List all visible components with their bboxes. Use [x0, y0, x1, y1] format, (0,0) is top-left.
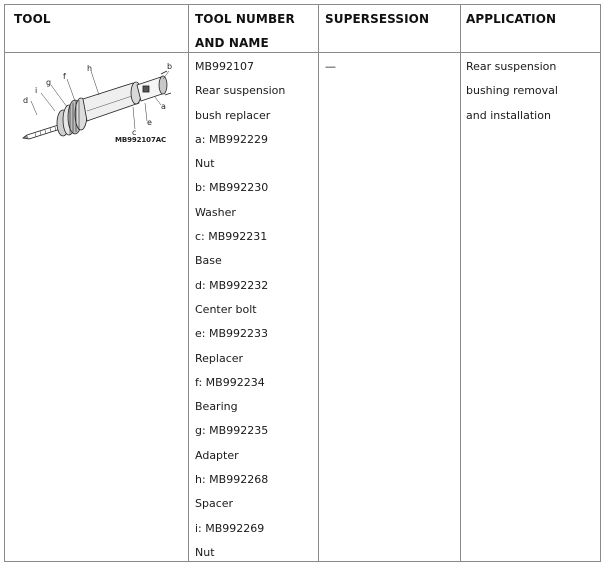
header-supersession: SUPERSESSION [325, 12, 430, 26]
header-application: APPLICATION [466, 12, 557, 26]
callout-h: h [87, 64, 93, 73]
application-line: bushing removal [466, 84, 558, 98]
name-line: Rear suspension [195, 84, 286, 98]
name-line: MB992107 [195, 60, 255, 73]
header-tool-number-line2: AND NAME [195, 36, 269, 50]
name-line: Nut [195, 545, 215, 559]
supersession-value: — [325, 60, 336, 73]
name-line: c: MB992231 [195, 230, 268, 244]
tool-number-and-name [195, 55, 315, 565]
header-tool-number-line1: TOOL NUMBER [195, 12, 295, 26]
name-line: d: MB992232 [195, 278, 269, 292]
header-tool: TOOL [14, 12, 51, 26]
name-line: Base [195, 254, 222, 268]
name-line: Spacer [195, 497, 234, 511]
diagram-code: MB992107AC [115, 136, 167, 144]
replacer-body [83, 82, 141, 121]
name-line: bush replacer [195, 108, 271, 122]
application-text [466, 55, 596, 128]
name-line: h: MB992268 [195, 473, 269, 487]
name-line: Replacer [195, 351, 244, 365]
name-line: Center bolt [195, 302, 257, 316]
nut-washer-stack [57, 98, 87, 136]
name-line: Bearing [195, 400, 238, 414]
callout-g: g [46, 78, 52, 87]
callout-d: d [23, 96, 29, 105]
column-divider [318, 5, 319, 561]
tool-table [4, 4, 601, 562]
name-line: i: MB992269 [195, 521, 265, 535]
header-tool-number [195, 7, 315, 55]
callout-b: b [167, 62, 173, 71]
bush-replacer-diagram [15, 59, 185, 159]
column-divider [460, 5, 461, 561]
name-line: e: MB992233 [195, 327, 268, 341]
callout-f: f [63, 72, 66, 81]
callout-a: a [161, 102, 166, 111]
callout-i: i [35, 86, 38, 95]
column-divider [188, 5, 189, 561]
name-line: b: MB992230 [195, 181, 269, 195]
name-line: Washer [195, 205, 236, 219]
callout-c: c [132, 128, 137, 137]
name-line: g: MB992235 [195, 424, 269, 438]
application-line: and installation [466, 108, 551, 122]
name-line: a: MB992229 [195, 132, 268, 146]
name-line: Nut [195, 157, 215, 171]
callout-e: e [147, 118, 152, 127]
name-line: Adapter [195, 448, 239, 462]
application-line: Rear suspension [466, 60, 557, 73]
name-line: f: MB992234 [195, 375, 265, 389]
